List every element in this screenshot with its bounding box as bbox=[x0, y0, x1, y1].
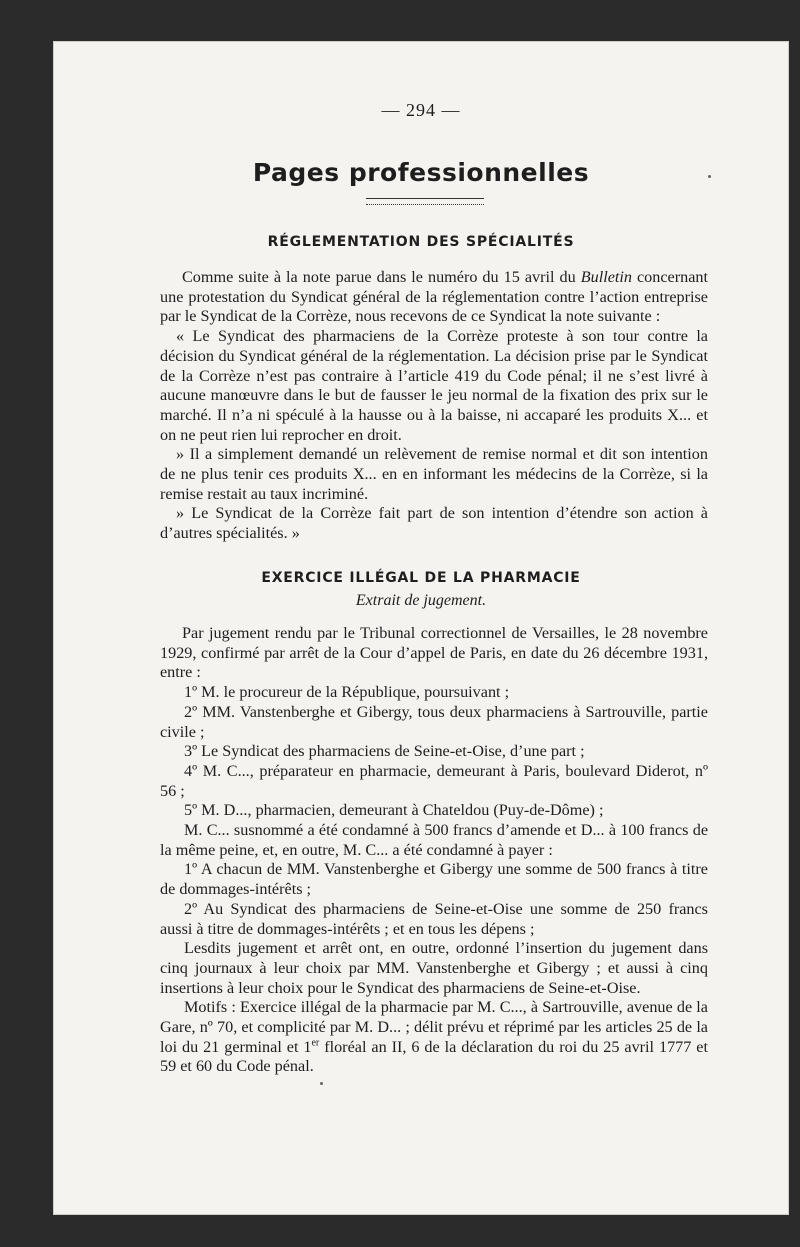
paragraph: « Le Syndicat des pharmaciens de la Corrèze proteste à son tour contre la décision du Syndicat général de la réglementation. La décision prise par le Syndicat de la Corrèze n’est pas contraire à l’article 419 du Code pénal; il ne s’est livré à aucune manœuvre dans le but de fausser le jeu normal de la fixation des prix sur le marché. Il n’a ni spéculé à la hausse ou à la baisse, ni accaparé les produits X... et on ne peut rien lui reprocher en droit. bbox=[160, 327, 708, 444]
paragraph: Par jugement rendu par le Tribunal correctionnel de Versailles, le 28 novembre 1929, confirmé par arrêt de la Cour d’appel de Paris, en date du 26 décembre 1931, entre : bbox=[160, 624, 708, 682]
ink-speck bbox=[320, 1082, 323, 1085]
section-body-exercice bbox=[160, 624, 708, 1077]
paragraph: » Le Syndicat de la Corrèze fait part de son intention d’étendre son action à d’autres spécialités. » bbox=[160, 504, 708, 543]
list-item: 1º A chacun de MM. Vanstenberghe et Gibergy une somme de 500 francs à titre de dommages-intérêts ; bbox=[160, 860, 708, 899]
list-item: 2º MM. Vanstenberghe et Gibergy, tous deux pharmaciens à Sartrouville, partie civile ; bbox=[160, 702, 708, 741]
list-item: 1º M. le procureur de la République, poursuivant ; bbox=[184, 683, 510, 702]
list-item: 4º M. C..., préparateur en pharmacie, demeurant à Paris, boulevard Diderot, nº 56 ; bbox=[160, 761, 708, 800]
paragraph bbox=[160, 268, 708, 327]
section-title-specialites: RÉGLEMENTATION DES SPÉCIALITÉS bbox=[267, 234, 575, 250]
list-item: 5º M. D..., pharmacien, demeurant à Chateldou (Puy-de-Dôme) ; bbox=[184, 801, 604, 820]
document-page bbox=[54, 42, 788, 1214]
paragraph bbox=[160, 998, 708, 1077]
paragraph-text: Motifs : Exercice illégal de la pharmacie par M. C..., à Sartrouville, avenue de la Gare, nº 70, et complicité par M. D... ; délit prévu et réprimé par les articles 25 de la loi du 21 germinal et 1 bbox=[160, 998, 708, 1056]
paragraph-text: floréal an II, 6 de la déclaration du roi du 25 avril 1777 et 59 et 60 du Code pénal. bbox=[160, 1037, 708, 1076]
heading-rule bbox=[366, 198, 484, 199]
section-body-specialites bbox=[160, 268, 708, 544]
list-item: 3º Le Syndicat des pharmaciens de Seine-et-Oise, d’une part ; bbox=[184, 742, 585, 761]
paragraph-text: Comme suite à la note parue dans le numéro du 15 avril du bbox=[182, 268, 581, 286]
paragraph-text: concernant une protestation du Syndicat général de la réglementation contre l’action entreprise par le Syndicat de la Corrèze, nous recevons de ce Syndicat la note suivante : bbox=[160, 268, 708, 326]
paragraph: » Il a simplement demandé un relèvement de remise normal et dit son intention de ne plus tenir ces produits X... en en informant les médecins de la Corrèze, si la remise restait au taux incriminé. bbox=[160, 445, 708, 503]
ink-speck bbox=[708, 175, 711, 178]
page-heading: Pages professionnelles bbox=[252, 158, 590, 187]
list-item: 2º Au Syndicat des pharmaciens de Seine-et-Oise une somme de 250 francs aussi à titre de dommages-intérêts ; et en tous les dépens ; bbox=[160, 899, 708, 938]
section-title-exercice: EXERCICE ILLÉGAL DE LA PHARMACIE bbox=[261, 570, 581, 586]
paragraph: M. C... susnommé a été condamné à 500 francs d’amende et D... à 100 francs de la même peine, et, en outre, M. C... a été condamné à payer : bbox=[160, 821, 708, 859]
heading-rule-dotted bbox=[366, 204, 484, 205]
paragraph: Lesdits jugement et arrêt ont, en outre, ordonné l’insertion du jugement dans cinq journaux à leur choix par MM. Vanstenberghe et Gibergy ; et aussi à cinq insertions à leur choix pour le Syndicat des pharmaciens de Seine-et-Oise. bbox=[160, 939, 708, 997]
superscript: er bbox=[311, 1037, 320, 1049]
bulletin-title: Bulletin bbox=[580, 268, 632, 286]
page-number: — 294 — bbox=[381, 100, 461, 120]
section-subtitle: Extrait de jugement. bbox=[355, 592, 487, 609]
